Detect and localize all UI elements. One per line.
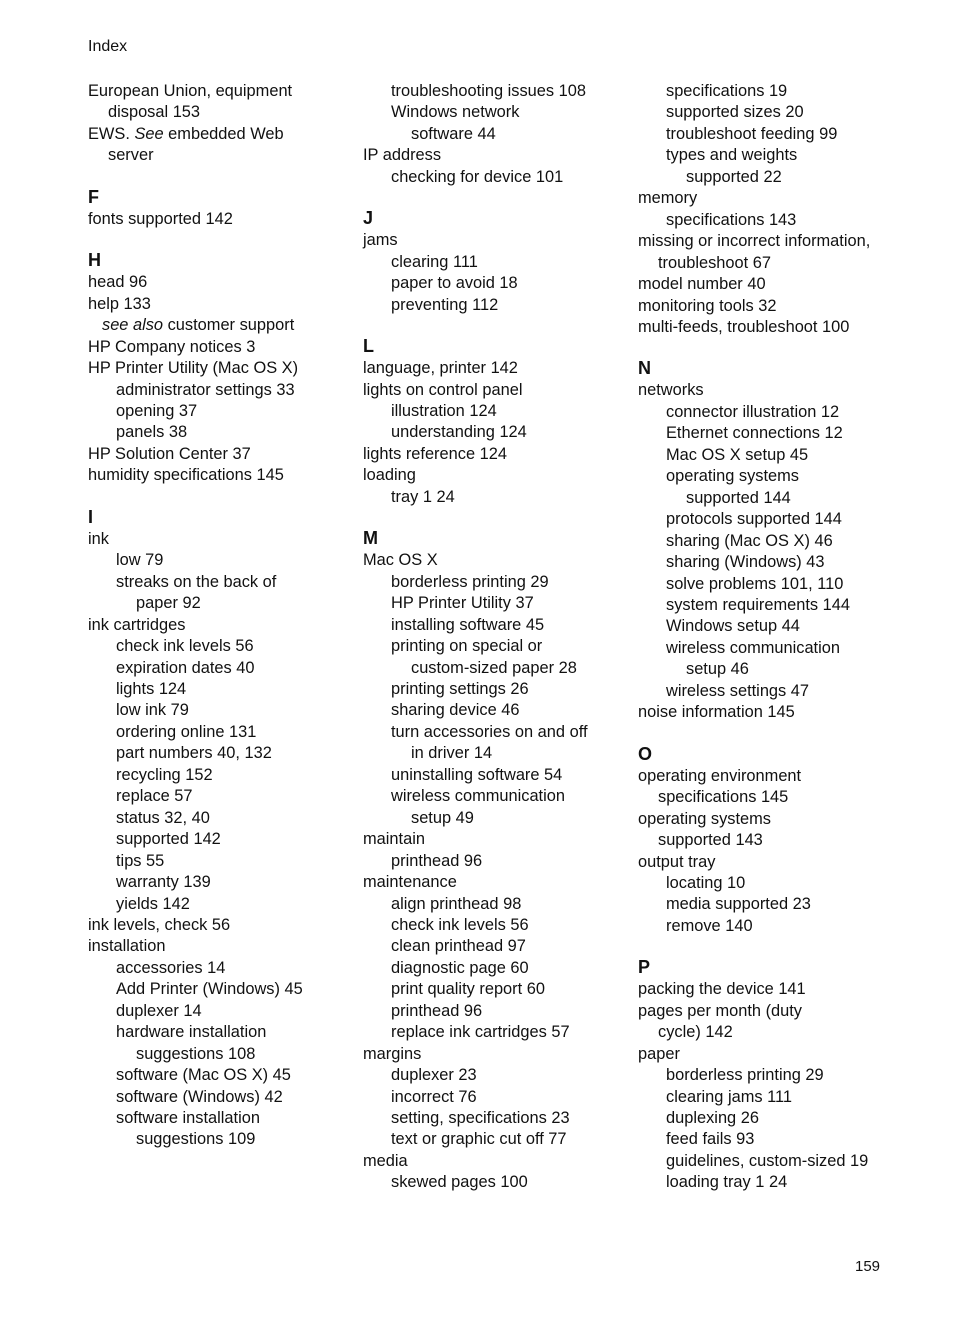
entry-text: printhead 96 <box>391 1001 483 1020</box>
index-entry <box>88 272 348 293</box>
entry-text: suggestions 109 <box>136 1130 256 1149</box>
index-entry <box>88 851 348 872</box>
entry-text: panels 38 <box>116 423 188 442</box>
entry-text: missing or incorrect information, <box>638 232 871 251</box>
entry-text: media supported 23 <box>666 895 811 914</box>
index-column-1 <box>88 81 348 1151</box>
index-entry <box>363 102 623 123</box>
entry-text: part numbers 40, 132 <box>116 744 272 763</box>
entry-text: sharing (Mac OS X) 46 <box>666 531 833 550</box>
index-entry <box>638 1129 908 1150</box>
index-entry <box>88 1001 348 1022</box>
entry-text: clearing 111 <box>391 252 478 271</box>
index-entry <box>88 915 348 936</box>
entry-text: HP Printer Utility (Mac OS X) <box>88 359 299 378</box>
index-entry <box>638 488 908 509</box>
entry-text: printing settings 26 <box>391 679 529 698</box>
index-entry <box>363 829 623 850</box>
entry-text: H <box>88 250 101 271</box>
entry-text: installation <box>88 937 166 956</box>
index-entry <box>88 636 348 657</box>
index-entry <box>638 830 908 851</box>
index-entry <box>88 593 348 614</box>
entry-text: replace 57 <box>116 787 193 806</box>
entry-text: opening 37 <box>116 401 198 420</box>
entry-text: server <box>108 146 154 165</box>
entry-text: supported 22 <box>686 167 782 186</box>
entry-text: Mac OS X setup 45 <box>666 445 809 464</box>
index-entry <box>88 572 348 593</box>
entry-text: hardware installation <box>116 1023 267 1042</box>
index-entry <box>363 1044 623 1065</box>
index-entry <box>363 851 623 872</box>
index-entry <box>363 894 623 915</box>
entry-text: troubleshoot feeding 99 <box>666 124 838 143</box>
entry-text: HP Printer Utility 37 <box>391 594 534 613</box>
entry-text: pages per month (duty <box>638 1001 803 1020</box>
index-entry <box>88 380 348 401</box>
index-entry <box>638 188 908 209</box>
entry-text-continued: customer support <box>163 316 295 335</box>
entry-text: diagnostic page 60 <box>391 958 529 977</box>
entry-text: skewed pages 100 <box>391 1173 528 1192</box>
entry-text: supported sizes 20 <box>666 103 804 122</box>
index-entry <box>363 167 623 188</box>
entry-text: language, printer 142 <box>363 359 518 378</box>
entry-text: lights 124 <box>116 679 187 698</box>
entry-text: text or graphic cut off 77 <box>391 1130 567 1149</box>
entry-text: borderless printing 29 <box>666 1066 824 1085</box>
index-entry <box>363 487 623 508</box>
entry-text: status 32, 40 <box>116 808 210 827</box>
index-entry <box>638 638 908 659</box>
entry-text: troubleshooting issues 108 <box>391 82 586 100</box>
index-entry <box>363 658 623 679</box>
index-entry <box>363 1001 623 1022</box>
index-entry <box>88 958 348 979</box>
index-entry <box>363 979 623 1000</box>
entry-text: tips 55 <box>116 851 165 870</box>
index-entry <box>363 1022 623 1043</box>
entry-text: output tray <box>638 852 716 871</box>
entry-text: L <box>363 336 374 357</box>
entry-text-continued: embedded Web <box>163 124 284 143</box>
index-entry <box>638 253 908 274</box>
index-entry <box>363 593 623 614</box>
entry-text: maintain <box>363 830 425 849</box>
index-entry <box>363 636 623 657</box>
entry-text: custom-sized paper 28 <box>411 658 577 677</box>
entry-text: duplexing 26 <box>666 1109 759 1128</box>
index-entry <box>88 102 348 123</box>
entry-text: solve problems 101, 110 <box>666 574 844 593</box>
entry-text: ink cartridges <box>88 615 186 634</box>
index-entry <box>638 1108 908 1129</box>
entry-text: print quality report 60 <box>391 980 545 999</box>
index-entry <box>363 1151 623 1172</box>
entry-text: help 133 <box>88 294 151 313</box>
entry-text: ordering online 131 <box>116 722 257 741</box>
index-entry <box>638 552 908 573</box>
index-entry <box>363 145 623 166</box>
entry-text: system requirements 144 <box>666 595 851 614</box>
index-entry <box>88 529 348 550</box>
index-entry <box>88 358 348 379</box>
index-entry <box>638 787 908 808</box>
index-entry <box>88 765 348 786</box>
entry-text: uninstalling software 54 <box>391 765 563 784</box>
entry-text: borderless printing 29 <box>391 572 549 591</box>
index-entry <box>88 145 348 166</box>
index-entry <box>638 167 908 188</box>
entry-text: I <box>88 506 94 527</box>
entry-text: software installation <box>116 1109 260 1128</box>
entry-text: preventing 112 <box>391 295 499 314</box>
entry-text: N <box>638 358 651 379</box>
entry-text: align printhead 98 <box>391 894 522 913</box>
entry-text: EWS. <box>88 124 135 143</box>
entry-text: supported 143 <box>658 831 763 850</box>
entry-text: illustration 124 <box>391 401 497 420</box>
entry-text: types and weights <box>666 146 798 165</box>
entry-text: head 96 <box>88 273 148 292</box>
entry-text: HP Solution Center 37 <box>88 444 251 463</box>
entry-text: wireless communication <box>666 638 840 657</box>
index-entry <box>88 422 348 443</box>
index-entry <box>88 1087 348 1108</box>
index-entry <box>638 1022 908 1043</box>
index-entry <box>363 958 623 979</box>
index-entry <box>88 808 348 829</box>
index-entry <box>363 808 623 829</box>
index-entry <box>88 465 348 486</box>
index-entry <box>363 295 623 316</box>
index-entry <box>88 700 348 721</box>
entry-text: clearing jams 111 <box>666 1087 793 1106</box>
index-entry <box>638 574 908 595</box>
entry-italic-text: See <box>134 124 164 143</box>
entry-text: specifications 145 <box>658 788 789 807</box>
entry-text: software (Mac OS X) 45 <box>116 1066 291 1085</box>
entry-text: Ethernet connections 12 <box>666 424 843 443</box>
index-entry <box>363 230 623 251</box>
index-entry <box>363 765 623 786</box>
entry-text: wireless communication <box>391 787 565 806</box>
index-entry <box>363 679 623 700</box>
entry-text: margins <box>363 1044 422 1063</box>
index-section-letter <box>88 506 348 529</box>
index-entry <box>88 315 348 336</box>
index-entry <box>363 1129 623 1150</box>
index-section-letter <box>638 743 908 766</box>
index-column-3 <box>638 81 908 1194</box>
entry-text: administrator settings 33 <box>116 380 295 399</box>
index-entry <box>88 936 348 957</box>
entry-italic-text: see also <box>102 316 164 335</box>
entry-text: turn accessories on and off <box>391 722 588 741</box>
index-entry <box>363 722 623 743</box>
index-entry <box>638 145 908 166</box>
entry-text: Windows setup 44 <box>666 617 800 636</box>
index-entry <box>363 380 623 401</box>
entry-text: humidity specifications 145 <box>88 466 284 485</box>
index-section-letter <box>88 186 348 209</box>
entry-text: European Union, equipment <box>88 82 293 100</box>
entry-text: replace ink cartridges 57 <box>391 1023 570 1042</box>
index-entry <box>363 872 623 893</box>
index-entry <box>638 979 908 1000</box>
index-entry <box>88 722 348 743</box>
index-entry <box>363 936 623 957</box>
index-section-letter <box>88 249 348 272</box>
index-entry <box>363 124 623 145</box>
index-entry <box>638 1065 908 1086</box>
entry-text: troubleshoot 67 <box>658 253 771 272</box>
entry-text: media <box>363 1151 408 1170</box>
entry-text: accessories 14 <box>116 958 226 977</box>
index-entry <box>88 124 348 145</box>
index-entry <box>88 401 348 422</box>
index-entry <box>638 681 908 702</box>
index-entry <box>88 1044 348 1065</box>
index-entry <box>638 1172 908 1193</box>
entry-text: multi-feeds, troubleshoot 100 <box>638 317 850 336</box>
entry-text: printing on special or <box>391 637 543 656</box>
entry-text: sharing (Windows) 43 <box>666 553 825 572</box>
index-entry <box>88 786 348 807</box>
entry-text: software (Windows) 42 <box>116 1087 283 1106</box>
index-entry <box>88 872 348 893</box>
entry-text: suggestions 108 <box>136 1044 256 1063</box>
entry-text: low 79 <box>116 551 164 570</box>
index-entry <box>638 317 908 338</box>
index-entry <box>638 1087 908 1108</box>
index-entry <box>638 124 908 145</box>
index-entry <box>638 1044 908 1065</box>
index-entry <box>88 294 348 315</box>
index-entry <box>638 809 908 830</box>
entry-text: duplexer 23 <box>391 1066 477 1085</box>
entry-text: wireless settings 47 <box>666 681 810 700</box>
entry-text: protocols supported 144 <box>666 510 842 529</box>
entry-text: specifications 19 <box>666 82 788 100</box>
entry-text: disposal 153 <box>108 103 201 122</box>
entry-text: lights reference 124 <box>363 444 507 463</box>
index-entry <box>88 1022 348 1043</box>
entry-text: installing software 45 <box>391 615 545 634</box>
entry-text: setup 46 <box>686 660 749 679</box>
entry-text: recycling 152 <box>116 765 213 784</box>
entry-text: memory <box>638 189 698 208</box>
entry-text: fonts supported 142 <box>88 209 233 228</box>
index-entry <box>638 659 908 680</box>
index-entry <box>638 616 908 637</box>
index-entry <box>88 1129 348 1150</box>
index-entry <box>638 894 908 915</box>
entry-text: yields 142 <box>116 894 190 913</box>
index-entry <box>638 210 908 231</box>
entry-text: J <box>363 208 374 229</box>
index-entry <box>363 273 623 294</box>
index-entry <box>638 916 908 937</box>
index-entry <box>363 81 623 102</box>
index-entry <box>638 702 908 723</box>
index-entry <box>88 743 348 764</box>
index-entry <box>363 1087 623 1108</box>
entry-text: printhead 96 <box>391 851 483 870</box>
index-entry <box>638 509 908 530</box>
index-entry <box>638 81 908 102</box>
index-entry <box>88 615 348 636</box>
index-entry <box>88 1108 348 1129</box>
index-entry <box>638 466 908 487</box>
index-entry <box>638 102 908 123</box>
index-entry <box>363 422 623 443</box>
index-entry <box>638 852 908 873</box>
entry-text: low ink 79 <box>116 701 189 720</box>
entry-text: check ink levels 56 <box>391 915 529 934</box>
entry-text: sharing device 46 <box>391 701 520 720</box>
index-entry <box>363 444 623 465</box>
entry-text: paper 92 <box>136 594 201 613</box>
entry-text: supported 142 <box>116 830 221 849</box>
running-header: Index <box>88 38 128 55</box>
entry-text: cycle) 142 <box>658 1023 733 1042</box>
entry-text: supported 144 <box>686 488 791 507</box>
index-section-letter <box>363 335 623 358</box>
entry-text: setting, specifications 23 <box>391 1109 570 1128</box>
index-entry <box>638 1151 908 1172</box>
entry-text: connector illustration 12 <box>666 402 840 421</box>
index-section-letter <box>638 357 908 380</box>
index-entry <box>363 700 623 721</box>
entry-text: model number 40 <box>638 275 766 294</box>
entry-text: expiration dates 40 <box>116 658 255 677</box>
entry-text: warranty 139 <box>116 873 211 892</box>
entry-text: operating systems <box>638 809 772 828</box>
index-section-letter <box>363 207 623 230</box>
entry-text: operating environment <box>638 766 802 785</box>
entry-text: maintenance <box>363 873 457 892</box>
entry-text: guidelines, custom-sized 19 <box>666 1151 869 1170</box>
entry-text: paper to avoid 18 <box>391 274 518 293</box>
entry-text: operating systems <box>666 467 800 486</box>
index-entry <box>88 81 348 102</box>
entry-text: clean printhead 97 <box>391 937 526 956</box>
entry-text: HP Company notices 3 <box>88 337 256 356</box>
entry-text: software 44 <box>411 124 496 143</box>
entry-text: loading <box>363 466 416 485</box>
entry-text: lights on control panel <box>363 380 523 399</box>
index-entry <box>638 531 908 552</box>
index-entry <box>638 595 908 616</box>
index-entry <box>363 252 623 273</box>
index-entry <box>88 1065 348 1086</box>
index-entry <box>638 402 908 423</box>
entry-text: jams <box>363 231 398 250</box>
entry-text: understanding 124 <box>391 423 527 442</box>
index-entry <box>88 829 348 850</box>
index-entry <box>363 1065 623 1086</box>
index-section-letter <box>638 956 908 979</box>
entry-text: Mac OS X <box>363 551 438 570</box>
index-entry <box>363 1108 623 1129</box>
index-entry <box>363 915 623 936</box>
entry-text: monitoring tools 32 <box>638 296 777 315</box>
index-entry <box>88 679 348 700</box>
index-entry <box>638 873 908 894</box>
entry-text: O <box>638 743 653 764</box>
entry-text: loading tray 1 24 <box>666 1173 788 1192</box>
entry-text: in driver 14 <box>411 744 493 763</box>
index-entry <box>363 1172 623 1193</box>
entry-text: remove 140 <box>666 916 753 935</box>
index-entry <box>638 766 908 787</box>
entry-text: F <box>88 186 99 207</box>
index-entry <box>363 465 623 486</box>
entry-text: feed fails 93 <box>666 1130 755 1149</box>
entry-text: incorrect 76 <box>391 1087 477 1106</box>
index-entry <box>363 358 623 379</box>
index-column-2 <box>363 81 623 1194</box>
index-entry <box>88 550 348 571</box>
entry-text: locating 10 <box>666 873 746 892</box>
entry-text: duplexer 14 <box>116 1001 202 1020</box>
index-entry <box>88 658 348 679</box>
entry-text: noise information 145 <box>638 703 795 722</box>
index-entry <box>363 786 623 807</box>
entry-text: check ink levels 56 <box>116 637 254 656</box>
index-entry <box>88 894 348 915</box>
index-entry <box>88 337 348 358</box>
index-entry <box>638 445 908 466</box>
entry-text: tray 1 24 <box>391 487 455 506</box>
index-entry <box>88 979 348 1000</box>
entry-text: specifications 143 <box>666 210 797 229</box>
index-entry <box>638 1001 908 1022</box>
index-entry <box>638 231 908 252</box>
entry-text: streaks on the back of <box>116 572 277 591</box>
entry-text: Add Printer (Windows) 45 <box>116 980 303 999</box>
entry-text: checking for device 101 <box>391 167 564 186</box>
page-number: 159 <box>855 1258 881 1275</box>
index-entry <box>363 572 623 593</box>
entry-text: ink levels, check 56 <box>88 915 231 934</box>
entry-text: P <box>638 957 651 978</box>
index-entry <box>363 615 623 636</box>
entry-text: packing the device 141 <box>638 980 806 999</box>
entry-text: setup 49 <box>411 808 474 827</box>
index-entry <box>363 401 623 422</box>
index-entry <box>638 380 908 401</box>
entry-text: M <box>363 528 378 549</box>
index-entry <box>88 444 348 465</box>
index-entry <box>638 274 908 295</box>
entry-text: ink <box>88 529 109 548</box>
index-entry <box>88 209 348 230</box>
index-entry <box>638 296 908 317</box>
index-entry <box>363 743 623 764</box>
index-entry <box>363 550 623 571</box>
entry-text: paper <box>638 1044 680 1063</box>
index-entry <box>638 423 908 444</box>
entry-text: networks <box>638 381 704 400</box>
entry-text: Windows network <box>391 103 520 122</box>
index-section-letter <box>363 527 623 550</box>
entry-text: IP address <box>363 146 442 165</box>
